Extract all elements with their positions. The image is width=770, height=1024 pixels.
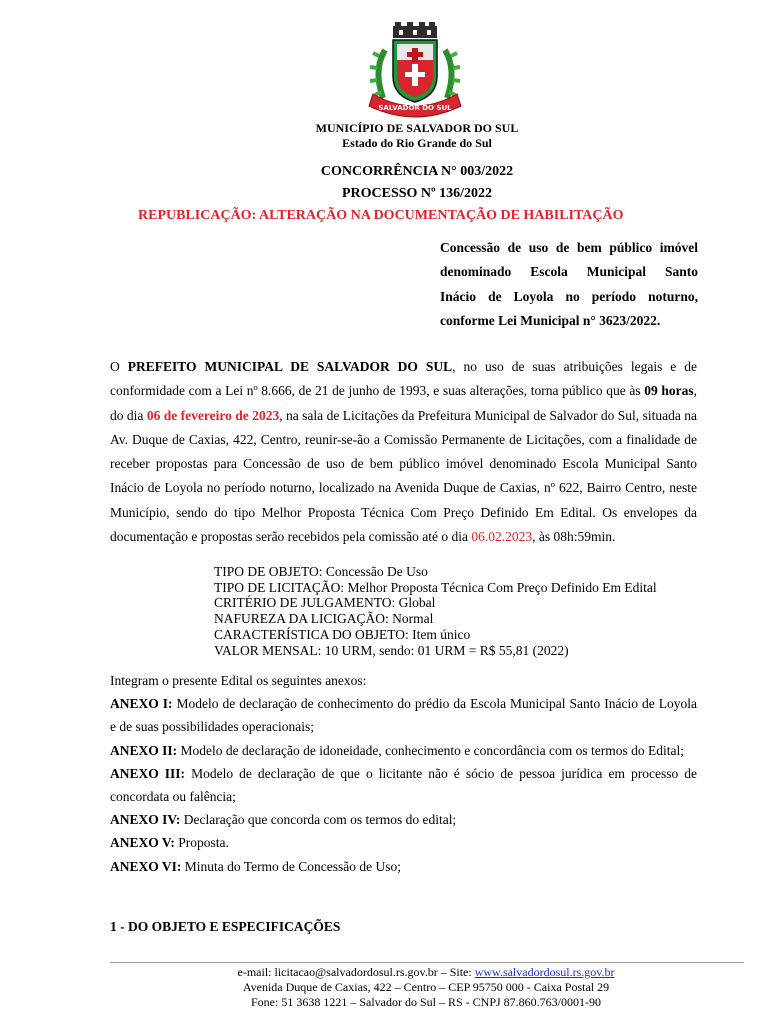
concorrencia-title: CONCORRÊNCIA N° 003/2022 [320,164,514,179]
footer-contact [0,965,770,980]
site-link[interactable]: www.salvadordosul.rs.gov.br [474,965,615,979]
annex-text: Modelo de declaração de que o licitante não é sócio de pessoa jurídica em processo de concordata ou falência; [110,765,697,805]
detail-line: TIPO DE OBJETO: Concessão De Uso [214,564,428,579]
detail-line: VALOR MENSAL: 10 URM, sendo: 01 URM = R$ 55,81 (2022) [214,642,569,658]
state-name: Estado do Rio Grande do Sul [342,136,492,150]
footer-divider [110,962,744,963]
annex-intro: Integram o presente Edital os seguintes anexos: [110,673,367,688]
summary-line: conforme Lei Municipal n° 3623/2022. [440,312,661,328]
annex-item [110,831,697,854]
crest-ribbon-text: SALVADOR DO SUL [378,104,452,112]
republicacao-title: REPUBLICAÇÃO: ALTERAÇÃO NA DOCUMENTAÇÃO DE HABILITAÇÃO [138,208,624,223]
annex-text: Proposta. [174,835,229,851]
annex-list [110,669,697,878]
municipality-name: MUNICÍPIO DE SALVADOR DO SUL [315,121,519,135]
annex-label: ANEXO IV: [110,812,181,828]
main-paragraph [110,355,697,549]
annex-item [110,739,697,762]
summary-line: Inácio de Loyola no período noturno, [440,288,698,304]
deadline-date: 06.02.2023 [471,529,533,545]
summary-line: Concessão de uso de bem público imóvel [440,240,698,255]
detail-line: TIPO DE LICITAÇÃO: Melhor Proposta Técnica Com Preço Definido Em Edital [214,579,657,595]
hour-label: 09 horas [644,383,694,399]
processo-title: PROCESSO Nº 136/2022 [341,186,493,201]
annex-text: Modelo de declaração de conhecimento do prédio da Escola Municipal Santo Inácio de Loyola e de suas possibilidades operacionais; [110,696,697,735]
annex-label: ANEXO II: [110,742,178,758]
detail-line: CRITÉRIO DE JULGAMENTO: Global [214,595,436,611]
annex-label: ANEXO III: [110,765,186,781]
bid-details [214,564,657,658]
body-text: O [110,359,128,374]
session-date: 06 de fevereiro de 2023 [146,407,280,423]
annex-label: ANEXO V: [110,835,175,851]
page-footer [0,965,770,1010]
body-text: , às 08h:59min. [532,529,616,545]
footer-email: e-mail: licitacao@salvadordosul.rs.gov.br – Site: [237,965,475,979]
body-text: , no uso de suas atribuições legais e de conformidade com a Lei nº 8.666, de 21 de junho de 1993, e suas alterações, torna público que às [110,359,698,399]
annex-item [110,692,697,738]
summary-line: denominado Escola Municipal Santo [440,264,698,280]
prefeito-label: PREFEITO MUNICIPAL DE SALVADOR DO SUL [127,359,453,374]
annex-item [110,808,697,831]
object-summary [440,236,698,333]
annex-item [110,762,697,808]
detail-line: CARACTERÍSTICA DO OBJETO: Item único [214,626,471,642]
annex-text: Minuta do Termo de Concessão de Uso; [181,858,402,874]
coat-of-arms-icon [355,20,475,120]
footer-phone: Fone: 51 3638 1221 – Salvador do Sul – RS - CNPJ 87.860.763/0001-90 [250,995,601,1009]
footer-address: Avenida Duque de Caxias, 422 – Centro – CEP 95750 000 - Caixa Postal 29 [242,980,610,994]
annex-label: ANEXO I: [110,696,173,712]
body-text: , do dia [110,383,697,423]
annex-text: Declaração que concorda com os termos do edital; [180,812,457,828]
detail-line: NAFUREZA DA LICIGAÇÃO: Normal [214,611,434,627]
annex-text: Modelo de declaração de idoneidade, conhecimento e concordância com os termos do Edital; [177,742,684,758]
section-heading: 1 - DO OBJETO E ESPECIFICAÇÕES [110,919,341,934]
annex-item [110,855,697,878]
annex-label: ANEXO VI: [110,858,182,874]
body-text: , na sala de Licitações da Prefeitura Municipal de Salvador do Sul, situada na Av. Duque de Caxias, 422, Centro, reunir-se-ão a Comissão Permanente de Licitações, com a finalidade de receber propostas para Concessão de uso de bem público imóvel denominado Escola Municipal Santo Inácio de Loyola no período noturno, localizado na Avenida Duque de Caxias, nº 622, Bairro Centro, neste Município, sendo do tipo Melhor Proposta Técnica Com Preço Definido Em Edital. Os envelopes da documentação e propostas serão recebidos pela comissão até o dia [110,407,697,545]
